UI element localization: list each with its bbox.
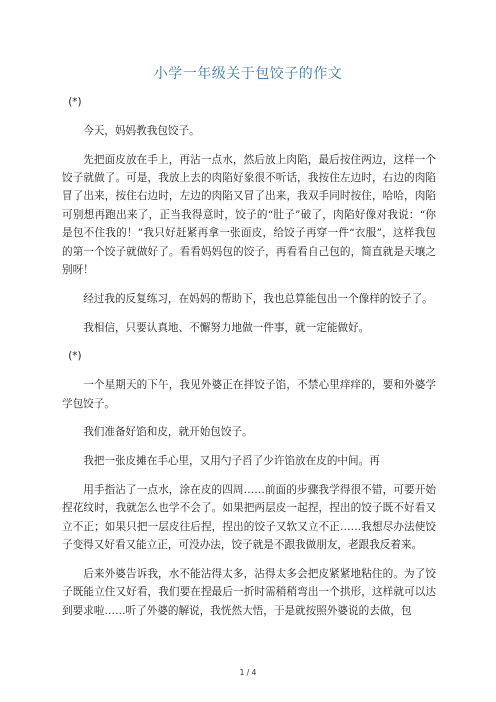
essay-section	[62, 93, 436, 337]
paragraph: 经过我的反复练习，在妈妈的帮助下，我也总算能包出一个像样的饺子了。	[83, 292, 433, 305]
paragraph: 一个星期天的下午，我见外婆正在拌饺子馅，不禁心里痒痒的，要和外婆学学包饺子。	[62, 379, 436, 410]
paragraph: 我把一张皮摊在手心里，又用勺子舀了少许馅放在皮的中间。再	[83, 455, 380, 468]
document-title: 小学一年级关于包饺子的作文	[153, 66, 343, 82]
paragraph: 今天，妈妈教我包饺子。	[83, 124, 200, 137]
essay-section	[62, 347, 436, 620]
essay-marker: (*)	[68, 350, 82, 363]
paragraph: 我相信，只要认真地、不懈努力地做一件事，就一定能做好。	[83, 321, 370, 334]
essay-marker: (*)	[68, 96, 82, 108]
paragraph: 我们准备好馅和皮，就开始包饺子。	[83, 426, 253, 439]
page-indicator: 1 / 4	[239, 668, 257, 677]
paragraph: 先把面皮放在手上，再沾一点水，然后放上肉陷，最后按住两边，这样一个饺子就做了。可是，我放上去的肉陷好象很不听话，我按住左边时，右边的肉陷冒了出来，按住右边时，左边的肉陷又冒了出来，我双手同时按住，哈哈，肉陷可别想再跑出来了，正当我得意时，饺子的“肚子”破了，肉陷好像对我说：“你是包不住我的！”我只好赶紧再拿一张面皮，给饺子再穿一件“衣服”，这样我包的第一个饺子就做好了。看看妈妈包的饺子，再看看自己包的，简直就是天壤之别呀！	[62, 153, 436, 277]
paragraph: 后来外婆告诉我，水不能沾得太多，沾得太多会把皮紧紧地粘住的。为了饺子既能立住又好看，我们要在捏最后一折时需稍稍弯出一个拱形，这样就可以达到要求啦……听了外婆的解说，我恍然大悟，于是就按照外婆说的去做，包	[62, 568, 436, 617]
paragraph: 用手指沾了一点水，涂在皮的四周……前面的步骤我学得很不错，可要开始捏花纹时，我就怎么也学不会了。如果把两层皮一起捏，捏出的饺子既不好看又立不正；如果只把一层皮往后捏，捏出的饺子又软又立不正……我想尽办法使饺子变得又好看又能立正，可没办法，饺子就是不跟我做朋友，老跟我反着来。	[62, 484, 436, 552]
document-body	[62, 93, 436, 631]
